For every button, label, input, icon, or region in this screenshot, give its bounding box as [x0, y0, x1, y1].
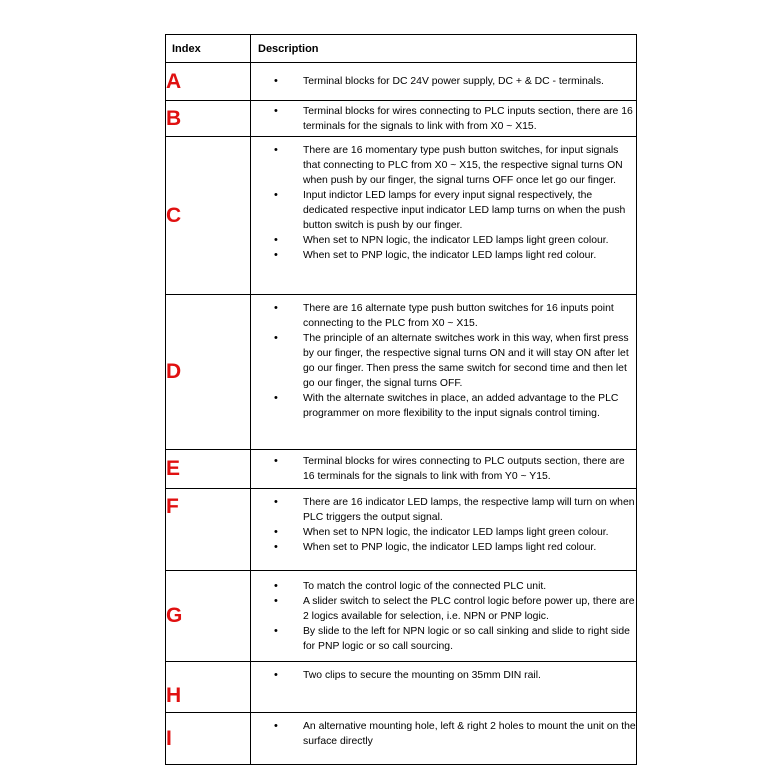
bullet-item: • With the alternate switches in place, an added advantage to the PLC programmer on more flexibility to the input signals control timing.: [251, 391, 636, 421]
bullet-item: • A slider switch to select the PLC control logic before power up, there are 2 logics available for selection, i.e. NPN or PNP logic.: [251, 594, 636, 624]
table-row: [166, 571, 637, 662]
bullet-item: • When set to NPN logic, the indicator LED lamps light green colour.: [251, 525, 636, 540]
row-description: [251, 662, 637, 713]
bullet-item: • To match the control logic of the connected PLC unit.: [251, 579, 636, 594]
row-letter: C: [166, 137, 251, 295]
bullet-item: • There are 16 alternate type push button switches for 16 inputs point connecting to the PLC from X0 ~ X15.: [251, 301, 636, 331]
bullet-item: • By slide to the left for NPN logic or so call sinking and slide to right side for PNP logic or so call sourcing.: [251, 624, 636, 654]
table-row: [166, 662, 637, 713]
table-row: [166, 63, 637, 101]
bullet-item: • When set to PNP logic, the indicator LED lamps light red colour.: [251, 540, 636, 555]
row-letter: I: [166, 713, 251, 765]
row-description: [251, 101, 637, 137]
bullet-item: • An alternative mounting hole, left & right 2 holes to mount the unit on the surface directly: [251, 719, 636, 749]
table-row: [166, 137, 637, 295]
header-index: Index: [166, 35, 251, 63]
row-description: [251, 489, 637, 571]
bullet-item: • There are 16 momentary type push button switches, for input signals that connecting to PLC from X0 ~ X15, the respective signal turns ON when push by our finger, the signal turns OFF once let go our finger.: [251, 143, 636, 188]
bullet-item: • When set to PNP logic, the indicator LED lamps light red colour.: [251, 248, 636, 263]
row-letter: A: [166, 63, 251, 101]
row-letter: B: [166, 101, 251, 137]
row-description: [251, 571, 637, 662]
table-row: [166, 101, 637, 137]
row-description: [251, 137, 637, 295]
header-description: Description: [251, 35, 637, 63]
bullet-item: • There are 16 indicator LED lamps, the respective lamp will turn on when PLC triggers the output signal.: [251, 495, 636, 525]
row-letter: H: [166, 662, 251, 713]
bullet-item: • Input indictor LED lamps for every input signal respectively, the dedicated respective input indicator LED lamp turns on when the push button switch is push by our finger.: [251, 188, 636, 233]
row-description: [251, 713, 637, 765]
table-row: [166, 450, 637, 489]
row-letter: E: [166, 450, 251, 489]
row-description: [251, 63, 637, 101]
bullet-item: • When set to NPN logic, the indicator LED lamps light green colour.: [251, 233, 636, 248]
table-row: [166, 489, 637, 571]
table-row: [166, 713, 637, 765]
bullet-item: • Terminal blocks for wires connecting to PLC inputs section, there are 16 terminals for the signals to link with from X0 ~ X15.: [251, 104, 636, 134]
row-letter: D: [166, 295, 251, 450]
bullet-item: • The principle of an alternate switches work in this way, when first press by our finger, the respective signal turns ON and it will stay ON after let go our finger. Then press the same switch for second time and then let go our finger, the signal turns OFF.: [251, 331, 636, 391]
row-description: [251, 450, 637, 489]
bullet-item: • Terminal blocks for DC 24V power supply, DC + & DC - terminals.: [251, 74, 636, 89]
bullet-item: • Terminal blocks for wires connecting to PLC outputs section, there are 16 terminals for the signals to link with from Y0 ~ Y15.: [251, 454, 636, 484]
row-letter: G: [166, 571, 251, 662]
bullet-item: • Two clips to secure the mounting on 35mm DIN rail.: [251, 668, 636, 683]
component-index-table: [165, 34, 637, 765]
row-description: [251, 295, 637, 450]
row-letter: F: [166, 489, 251, 571]
header-row: [166, 35, 637, 63]
table-row: [166, 295, 637, 450]
